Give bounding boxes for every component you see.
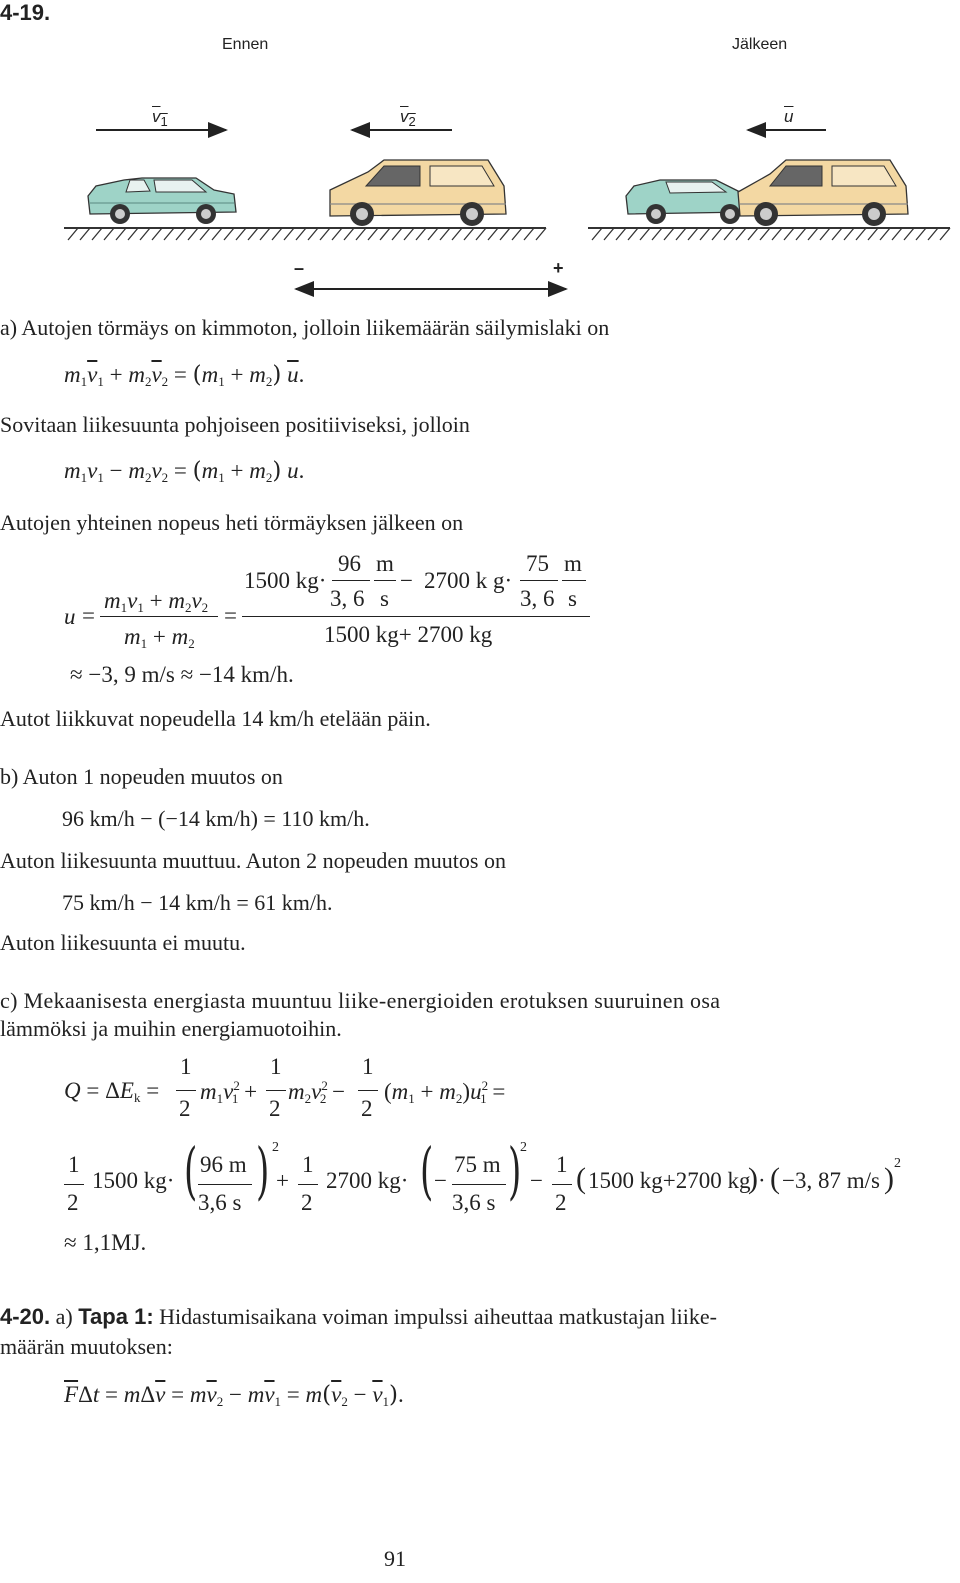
page-number: 91: [384, 1546, 406, 1571]
part-b-equation-2: 75 km/h − 14 km/h = 61 km/h.: [62, 890, 333, 915]
v2-label: $v_2$: [400, 107, 416, 129]
label-after: Jälkeen: [732, 36, 788, 53]
energy-result: ≈ 1,1MJ.: [64, 1230, 147, 1255]
ground-left: [64, 228, 546, 240]
problem-4-20-line-2: määrän muutoksen:: [0, 1334, 173, 1359]
part-a-conclusion: Autot liikkuvat nopeudella 14 km/h etelään päin.: [0, 706, 431, 731]
van-icon: [330, 160, 506, 226]
ground-right: [588, 228, 950, 240]
impulse-equation: $\overline{F}\Delta t = m\Delta\overline{v} = m\overline{v}_2 - m\overline{v}_1 = m(\overline{v}_2 - \overline{v}_1)$.: [64, 1382, 404, 1409]
part-a-velocity-text: Autojen yhteinen nopeus heti törmäyksen jälkeen on: [0, 510, 464, 535]
part-b-text-2: Auton liikesuunta muuttuu. Auton 2 nopeuden muutos on: [0, 848, 506, 873]
velocity-result: ≈ −3, 9 m/s ≈ −14 km/h.: [70, 662, 294, 687]
v1-label: $v_1$: [152, 107, 168, 129]
part-a-direction-text: Sovitaan liikesuunta pohjoiseen positiiviseksi, jolloin: [0, 412, 470, 437]
part-b-intro: b) Auton 1 nopeuden muutos on: [0, 764, 283, 789]
part-c-intro-line-1: c) Mekaanisesta energiasta muuntuu liike-energioiden erotuksen suuruinen osa: [0, 988, 721, 1013]
green-car-icon: [88, 178, 236, 224]
collision-figure: [0, 0, 960, 310]
momentum-equation: $m_1\overline{v}_1 + m_2\overline{v}_2 = (m_1 + m_2)$ $\overline{u}$.: [64, 362, 305, 389]
minus-sign: –: [294, 258, 305, 278]
part-a-intro: a) Autojen törmäys on kimmoton, jolloin liikemäärän säilymislaki on: [0, 315, 610, 340]
plus-sign: +: [553, 258, 564, 278]
problem-number-4-19: 4-19.: [0, 0, 51, 25]
label-before: Ennen: [222, 36, 269, 53]
part-c-intro-line-2: lämmöksi ja muihin energiamuotoihin.: [0, 1016, 342, 1041]
part-b-equation-1: 96 km/h − (−14 km/h) = 110 km/h.: [62, 806, 370, 831]
collided-cars-icon: [626, 160, 908, 226]
u-label: $\overline{u}$: [784, 107, 794, 126]
method-1-label: Tapa 1:: [78, 1304, 154, 1329]
scalar-momentum-equation: $m_1v_1 - m_2v_2 = (m_1 + m_2)$ u.: [64, 458, 305, 485]
problem-number-4-20: 4-20.: [0, 1304, 51, 1329]
part-b-text-3: Auton liikesuunta ei muutu.: [0, 930, 246, 955]
problem-4-20-line-1: 4-20. a) Tapa 1: Hidastumisaikana voiman impulssi aiheuttaa matkustajan liike-: [0, 1304, 717, 1329]
